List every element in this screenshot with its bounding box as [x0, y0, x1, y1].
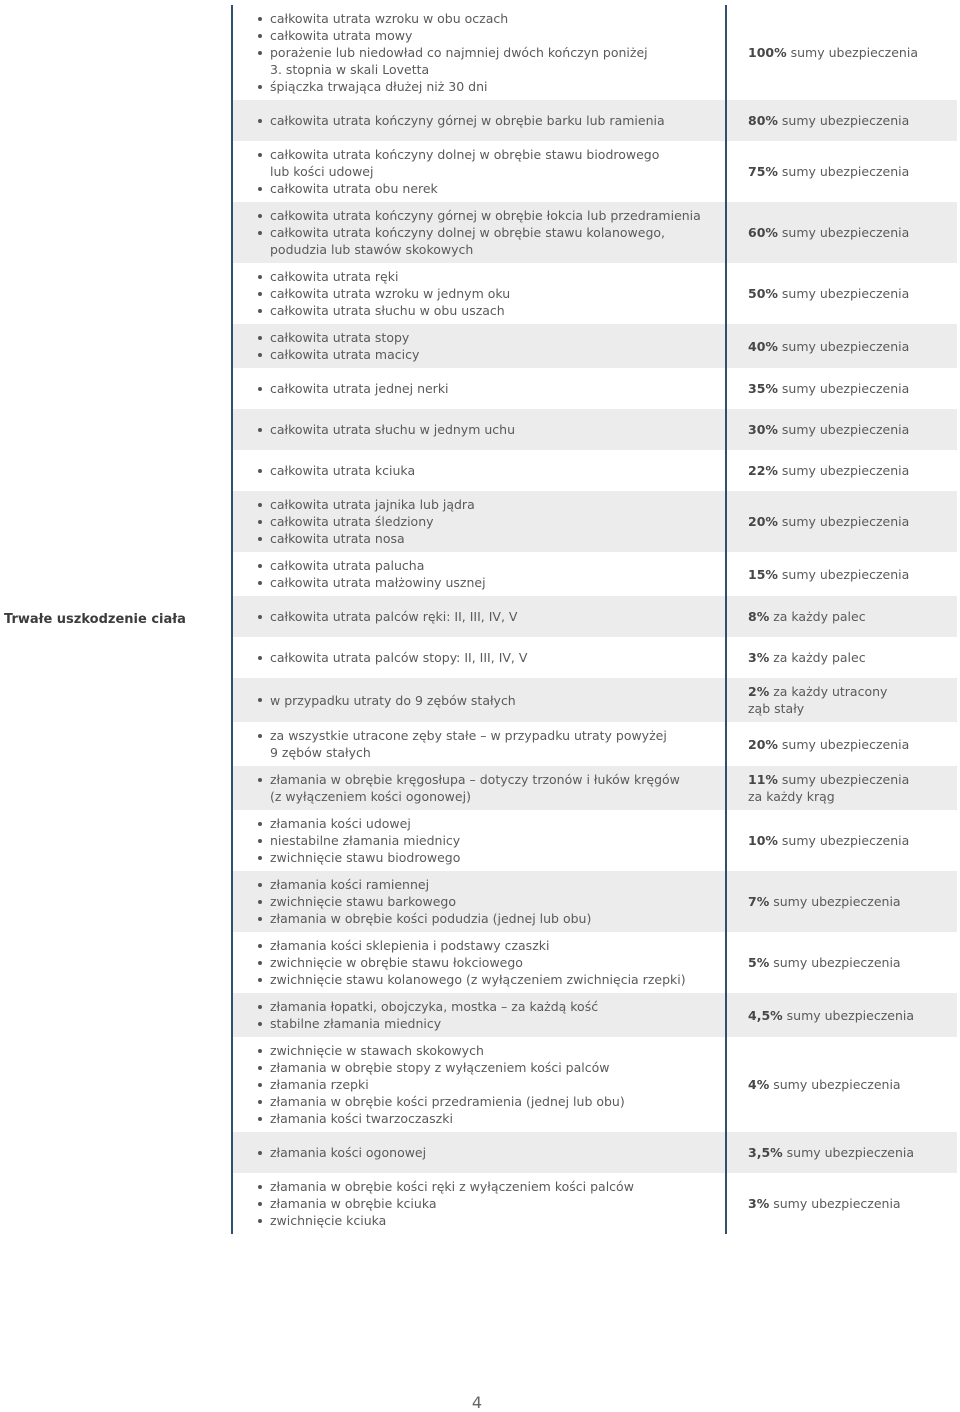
- injury-list: [258, 998, 598, 1032]
- benefit-percent: 20%: [748, 736, 778, 752]
- benefit-line: [748, 954, 901, 971]
- list-item-text: złamania w obrębie kości ręki z wyłączeniem kości palców: [270, 1179, 634, 1194]
- table-row: [233, 1037, 957, 1132]
- benefit-percent: 8%: [748, 609, 770, 624]
- list-item-text: zwichnięcie kciuka: [270, 1213, 387, 1228]
- list-item: [258, 971, 686, 988]
- table-row: [233, 324, 957, 368]
- list-item-text: całkowita utrata kończyny górnej w obrębie barku lub ramienia: [270, 113, 665, 128]
- list-item-text: całkowita utrata śledziony: [270, 514, 434, 529]
- benefit-percent: 4,5%: [748, 1007, 783, 1023]
- table-row: [233, 871, 957, 932]
- table-row: [233, 810, 957, 871]
- table-row: [233, 141, 957, 202]
- injury-list: [258, 692, 516, 709]
- table-body: [231, 5, 957, 1234]
- injury-list: [258, 146, 659, 197]
- list-item-text: złamania kości ogonowej: [270, 1145, 427, 1160]
- list-item: [258, 44, 648, 78]
- list-item-text: całkowita utrata palców ręki: II, III, IV, V: [270, 609, 518, 624]
- benefit-line: [748, 338, 909, 355]
- benefit-percent: 4%: [748, 1077, 770, 1092]
- benefit-cell: [725, 324, 957, 368]
- list-item: [258, 893, 591, 910]
- injury-list: [258, 608, 518, 625]
- injury-list: [258, 112, 665, 129]
- benefit-description: sumy ubezpieczenia: [773, 1196, 901, 1211]
- benefit-description: sumy ubezpieczenia: [781, 422, 910, 437]
- injury-cell: [233, 678, 725, 722]
- list-item: [258, 285, 510, 302]
- benefit-cell: [725, 263, 957, 324]
- list-item: [258, 530, 475, 547]
- list-item-text: całkowita utrata małżowiny usznej: [270, 575, 486, 590]
- benefit-description: sumy ubezpieczenia: [781, 514, 910, 529]
- injury-list: [258, 815, 460, 866]
- benefit-percent: 75%: [748, 164, 778, 179]
- list-item-text: zwichnięcie w stawach skokowych: [270, 1043, 484, 1058]
- table-row: [233, 202, 957, 263]
- benefit-text: [748, 649, 866, 666]
- benefit-line: [748, 1007, 914, 1024]
- list-item-text: porażenie lub niedowład co najmniej dwóch kończyn poniżej: [270, 45, 648, 60]
- table-row: [233, 450, 957, 491]
- benefit-description: sumy ubezpieczenia: [781, 566, 910, 582]
- benefit-cell: [725, 450, 957, 491]
- list-item-text: zwichnięcie stawu barkowego: [270, 894, 457, 909]
- benefit-text: [748, 1007, 914, 1024]
- list-item: [258, 954, 686, 971]
- benefit-text: [748, 112, 909, 129]
- injury-cell: [233, 1132, 725, 1173]
- benefit-cell: [725, 491, 957, 552]
- benefit-description: sumy ubezpieczenia: [781, 286, 910, 301]
- list-item: [258, 815, 460, 832]
- list-item: [258, 1212, 634, 1229]
- benefit-description: sumy ubezpieczenia: [781, 736, 910, 752]
- benefit-percent: 100%: [748, 45, 787, 60]
- table-row: [233, 100, 957, 141]
- injury-cell: [233, 932, 725, 993]
- list-item: [258, 224, 701, 258]
- injury-cell: [233, 450, 725, 491]
- benefit-cell: [725, 766, 957, 810]
- benefit-percent: 3%: [748, 1196, 770, 1211]
- benefit-cell: [725, 678, 957, 722]
- list-item: [258, 1076, 625, 1093]
- list-item-text: całkowita utrata słuchu w obu uszach: [270, 303, 505, 318]
- benefit-description: sumy ubezpieczenia: [786, 1007, 915, 1023]
- list-item: [258, 496, 475, 513]
- list-item: [258, 27, 648, 44]
- list-item: [258, 649, 527, 666]
- injury-cell: [233, 409, 725, 450]
- list-item-text: zwichnięcie w obrębie stawu łokciowego: [270, 955, 523, 970]
- injury-cell: [233, 552, 725, 596]
- benefit-text: [748, 1144, 914, 1161]
- benefit-cell: [725, 871, 957, 932]
- benefit-description: za każdy palec: [773, 609, 866, 624]
- benefit-cell: [725, 409, 957, 450]
- benefit-percent: 80%: [748, 113, 778, 128]
- injury-cell: [233, 100, 725, 141]
- benefit-text: [748, 338, 909, 355]
- list-item-text: złamania w obrębie kciuka: [270, 1196, 437, 1211]
- injury-cell: [233, 1173, 725, 1234]
- category-cell: [0, 5, 231, 1234]
- list-item-text: 9 zębów stałych: [270, 745, 371, 760]
- list-item-text: całkowita utrata kończyny dolnej w obrębie stawu biodrowego: [270, 147, 660, 162]
- benefit-percent: 10%: [748, 833, 778, 848]
- injury-list: [258, 421, 515, 438]
- benefit-percent: 50%: [748, 286, 778, 301]
- injury-list: [258, 462, 415, 479]
- benefit-text: [748, 954, 901, 971]
- injury-cell: [233, 141, 725, 202]
- benefit-percent: 3%: [748, 650, 770, 665]
- benefit-line: [748, 566, 909, 583]
- benefit-text: [748, 893, 901, 910]
- injury-list: [258, 207, 701, 258]
- benefit-line: [748, 513, 909, 530]
- benefit-cell: [725, 722, 957, 766]
- injury-list: [258, 329, 419, 363]
- list-item-text: całkowita utrata słuchu w jednym uchu: [270, 422, 515, 437]
- list-item-text: całkowita utrata wzroku w jednym oku: [270, 286, 511, 301]
- benefit-description: sumy ubezpieczenia: [781, 772, 910, 787]
- list-item-text: całkowita utrata wzroku w obu oczach: [270, 11, 509, 26]
- injury-list: [258, 380, 449, 397]
- benefit-text: [748, 380, 909, 397]
- benefit-cell: [725, 1173, 957, 1234]
- list-item-text: złamania kości twarzoczaszki: [270, 1111, 453, 1126]
- list-item-text: złamania w obrębie kręgosłupa – dotyczy trzonów i łuków kręgów: [270, 772, 680, 787]
- injury-cell: [233, 993, 725, 1037]
- benefit-description: sumy ubezpieczenia: [781, 164, 910, 179]
- list-item: [258, 146, 659, 180]
- table-row: [233, 491, 957, 552]
- benefit-percent: 30%: [748, 422, 778, 437]
- benefit-text: [748, 1195, 901, 1212]
- list-item-text: całkowita utrata ręki: [270, 269, 399, 284]
- table-row: [233, 5, 957, 100]
- injury-list: [258, 10, 648, 95]
- benefit-description: sumy ubezpieczenia: [773, 955, 901, 970]
- list-item-text: całkowita utrata nosa: [270, 531, 405, 546]
- list-item-text: w przypadku utraty do 9 zębów stałych: [270, 692, 516, 708]
- benefit-table: [0, 5, 957, 1234]
- benefit-text: [748, 736, 909, 753]
- list-item: [258, 727, 667, 761]
- list-item: [258, 1110, 625, 1127]
- list-item: [258, 1093, 625, 1110]
- list-item: [258, 513, 475, 530]
- list-item-text: lub kości udowej: [270, 164, 374, 179]
- list-item: [258, 557, 486, 574]
- table-row: [233, 678, 957, 722]
- benefit-description: sumy ubezpieczenia: [781, 338, 910, 354]
- list-item-text: złamania kości ramiennej: [270, 877, 430, 892]
- benefit-text: [748, 608, 866, 625]
- benefit-description: sumy ubezpieczenia: [781, 833, 910, 848]
- benefit-percent: 2%: [748, 684, 770, 699]
- benefit-text: [748, 513, 909, 530]
- benefit-line: [748, 462, 909, 479]
- injury-list: [258, 876, 591, 927]
- injury-cell: [233, 766, 725, 810]
- benefit-description: sumy ubezpieczenia: [773, 1077, 901, 1092]
- benefit-cell: [725, 993, 957, 1037]
- benefit-description: ząb stały: [748, 701, 805, 716]
- benefit-text: [748, 683, 887, 717]
- list-item-text: całkowita utrata macicy: [270, 347, 420, 362]
- benefit-cell: [725, 1132, 957, 1173]
- category-label: Trwałe uszkodzenie ciała: [4, 612, 186, 627]
- benefit-text: [748, 285, 909, 302]
- benefit-percent: 11%: [748, 772, 778, 787]
- list-item-text: stabilne złamania miednicy: [270, 1016, 442, 1031]
- benefit-percent: 60%: [748, 225, 778, 240]
- injury-cell: [233, 5, 725, 100]
- injury-cell: [233, 637, 725, 678]
- benefit-line: [748, 700, 887, 717]
- injury-cell: [233, 596, 725, 637]
- injury-list: [258, 1042, 625, 1127]
- injury-list: [258, 649, 527, 666]
- list-item-text: całkowita utrata jednej nerki: [270, 381, 449, 396]
- list-item: [258, 1144, 426, 1161]
- list-item: [258, 112, 665, 129]
- benefit-line: [748, 163, 909, 180]
- benefit-description: za każdy palec: [773, 650, 866, 665]
- injury-cell: [233, 202, 725, 263]
- injury-cell: [233, 1037, 725, 1132]
- benefit-text: [748, 421, 909, 438]
- benefit-text: [748, 832, 909, 849]
- injury-list: [258, 771, 680, 805]
- injury-list: [258, 268, 510, 319]
- list-item-text: złamania w obrębie kości przedramienia (jednej lub obu): [270, 1094, 625, 1109]
- benefit-text: [748, 566, 909, 583]
- table-row: [233, 766, 957, 810]
- list-item: [258, 421, 515, 438]
- benefit-cell: [725, 932, 957, 993]
- table-row: [233, 552, 957, 596]
- benefit-line: [748, 788, 909, 805]
- benefit-text: [748, 163, 909, 180]
- benefit-line: [748, 771, 909, 788]
- list-item-text: całkowita utrata mowy: [270, 28, 413, 43]
- injury-cell: [233, 491, 725, 552]
- list-item: [258, 346, 419, 363]
- benefit-cell: [725, 141, 957, 202]
- list-item: [258, 207, 701, 224]
- benefit-description: za każdy krąg: [748, 789, 835, 804]
- list-item: [258, 832, 460, 849]
- injury-cell: [233, 810, 725, 871]
- injury-cell: [233, 263, 725, 324]
- list-item-text: całkowita utrata palucha: [270, 558, 425, 573]
- benefit-cell: [725, 5, 957, 100]
- benefit-text: [748, 462, 909, 479]
- benefit-percent: 15%: [748, 566, 778, 582]
- benefit-description: sumy ubezpieczenia: [773, 894, 901, 909]
- list-item: [258, 692, 516, 709]
- injury-cell: [233, 722, 725, 766]
- benefit-description: sumy ubezpieczenia: [790, 45, 918, 60]
- benefit-percent: 20%: [748, 514, 778, 529]
- list-item: [258, 876, 591, 893]
- list-item-text: całkowita utrata kończyny dolnej w obrębie stawu kolanowego,: [270, 225, 666, 240]
- injury-cell: [233, 368, 725, 409]
- benefit-description: sumy ubezpieczenia: [781, 225, 910, 240]
- list-item-text: całkowita utrata kończyny górnej w obrębie łokcia lub przedramienia: [270, 208, 701, 223]
- list-item: [258, 1042, 625, 1059]
- benefit-line: [748, 893, 901, 910]
- benefit-line: [748, 832, 909, 849]
- list-item-text: niestabilne złamania miednicy: [270, 833, 461, 848]
- benefit-text: [748, 44, 918, 61]
- list-item: [258, 180, 659, 197]
- table-row: [233, 596, 957, 637]
- list-item-text: całkowita utrata stopy: [270, 330, 410, 345]
- list-item: [258, 910, 591, 927]
- benefit-description: sumy ubezpieczenia: [781, 381, 910, 396]
- list-item-text: (z wyłączeniem kości ogonowej): [270, 789, 471, 804]
- list-item: [258, 380, 449, 397]
- benefit-cell: [725, 368, 957, 409]
- list-item: [258, 1195, 634, 1212]
- benefit-percent: 40%: [748, 338, 778, 354]
- list-item-text: zwichnięcie stawu biodrowego: [270, 850, 461, 865]
- benefit-line: [748, 380, 909, 397]
- benefit-percent: 3,5%: [748, 1145, 783, 1160]
- injury-list: [258, 1178, 634, 1229]
- benefit-description: za każdy utracony: [773, 684, 888, 699]
- list-item-text: całkowita utrata jajnika lub jądra: [270, 497, 475, 512]
- benefit-cell: [725, 202, 957, 263]
- list-item: [258, 78, 648, 95]
- benefit-line: [748, 44, 918, 61]
- table-row: [233, 263, 957, 324]
- table-row: [233, 1173, 957, 1234]
- list-item-text: złamania kości udowej: [270, 816, 411, 831]
- table-row: [233, 722, 957, 766]
- table-row: [233, 637, 957, 678]
- list-item: [258, 268, 510, 285]
- injury-cell: [233, 871, 725, 932]
- list-item: [258, 998, 598, 1015]
- list-item-text: złamania w obrębie stopy z wyłączeniem kości palców: [270, 1060, 610, 1075]
- benefit-cell: [725, 100, 957, 141]
- table-row: [233, 993, 957, 1037]
- benefit-line: [748, 608, 866, 625]
- benefit-percent: 5%: [748, 955, 770, 970]
- benefit-line: [748, 421, 909, 438]
- benefit-line: [748, 1144, 914, 1161]
- list-item: [258, 849, 460, 866]
- list-item: [258, 1178, 634, 1195]
- benefit-cell: [725, 1037, 957, 1132]
- list-item: [258, 1059, 625, 1076]
- benefit-percent: 7%: [748, 894, 770, 909]
- list-item-text: złamania rzepki: [270, 1077, 369, 1092]
- injury-cell: [233, 324, 725, 368]
- list-item: [258, 771, 680, 805]
- list-item-text: śpiączka trwająca dłużej niż 30 dni: [270, 79, 488, 94]
- list-item-text: złamania w obrębie kości podudzia (jednej lub obu): [270, 911, 592, 926]
- benefit-line: [748, 112, 909, 129]
- benefit-line: [748, 649, 866, 666]
- injury-list: [258, 937, 686, 988]
- list-item-text: zwichnięcie stawu kolanowego (z wyłączeniem zwichnięcia rzepki): [270, 972, 686, 987]
- list-item-text: całkowita utrata kciuka: [270, 463, 416, 478]
- benefit-percent: 35%: [748, 381, 778, 396]
- benefit-cell: [725, 810, 957, 871]
- list-item: [258, 329, 419, 346]
- list-item: [258, 1015, 598, 1032]
- list-item-text: za wszystkie utracone zęby stałe – w przypadku utraty powyżej: [270, 728, 667, 743]
- list-item-text: całkowita utrata palców stopy: II, III, IV, V: [270, 650, 528, 665]
- benefit-line: [748, 224, 909, 241]
- list-item-text: podudzia lub stawów skokowych: [270, 242, 474, 257]
- benefit-line: [748, 285, 909, 302]
- benefit-text: [748, 224, 909, 241]
- list-item-text: całkowita utrata obu nerek: [270, 181, 438, 196]
- table-row: [233, 1132, 957, 1173]
- list-item: [258, 574, 486, 591]
- benefit-percent: 22%: [748, 463, 778, 478]
- benefit-text: [748, 1076, 901, 1093]
- benefit-line: [748, 736, 909, 753]
- injury-list: [258, 727, 667, 761]
- benefit-line: [748, 1076, 901, 1093]
- benefit-cell: [725, 552, 957, 596]
- benefit-description: sumy ubezpieczenia: [786, 1145, 915, 1160]
- injury-list: [258, 1144, 426, 1161]
- benefit-cell: [725, 596, 957, 637]
- benefit-line: [748, 1195, 901, 1212]
- benefit-description: sumy ubezpieczenia: [781, 463, 910, 478]
- list-item: [258, 302, 510, 319]
- benefit-cell: [725, 637, 957, 678]
- list-item-text: złamania łopatki, obojczyka, mostka – za każdą kość: [270, 999, 599, 1014]
- injury-list: [258, 496, 475, 547]
- list-item: [258, 937, 686, 954]
- list-item-text: 3. stopnia w skali Lovetta: [270, 62, 430, 77]
- table-row: [233, 409, 957, 450]
- list-item-text: złamania kości sklepienia i podstawy czaszki: [270, 938, 550, 953]
- list-item: [258, 10, 648, 27]
- benefit-line: [748, 683, 887, 700]
- injury-list: [258, 557, 486, 591]
- table-row: [233, 932, 957, 993]
- table-row: [233, 368, 957, 409]
- list-item: [258, 462, 415, 479]
- benefit-text: [748, 771, 909, 805]
- benefit-description: sumy ubezpieczenia: [781, 113, 910, 128]
- page-number: 4: [471, 1393, 483, 1412]
- list-item: [258, 608, 518, 625]
